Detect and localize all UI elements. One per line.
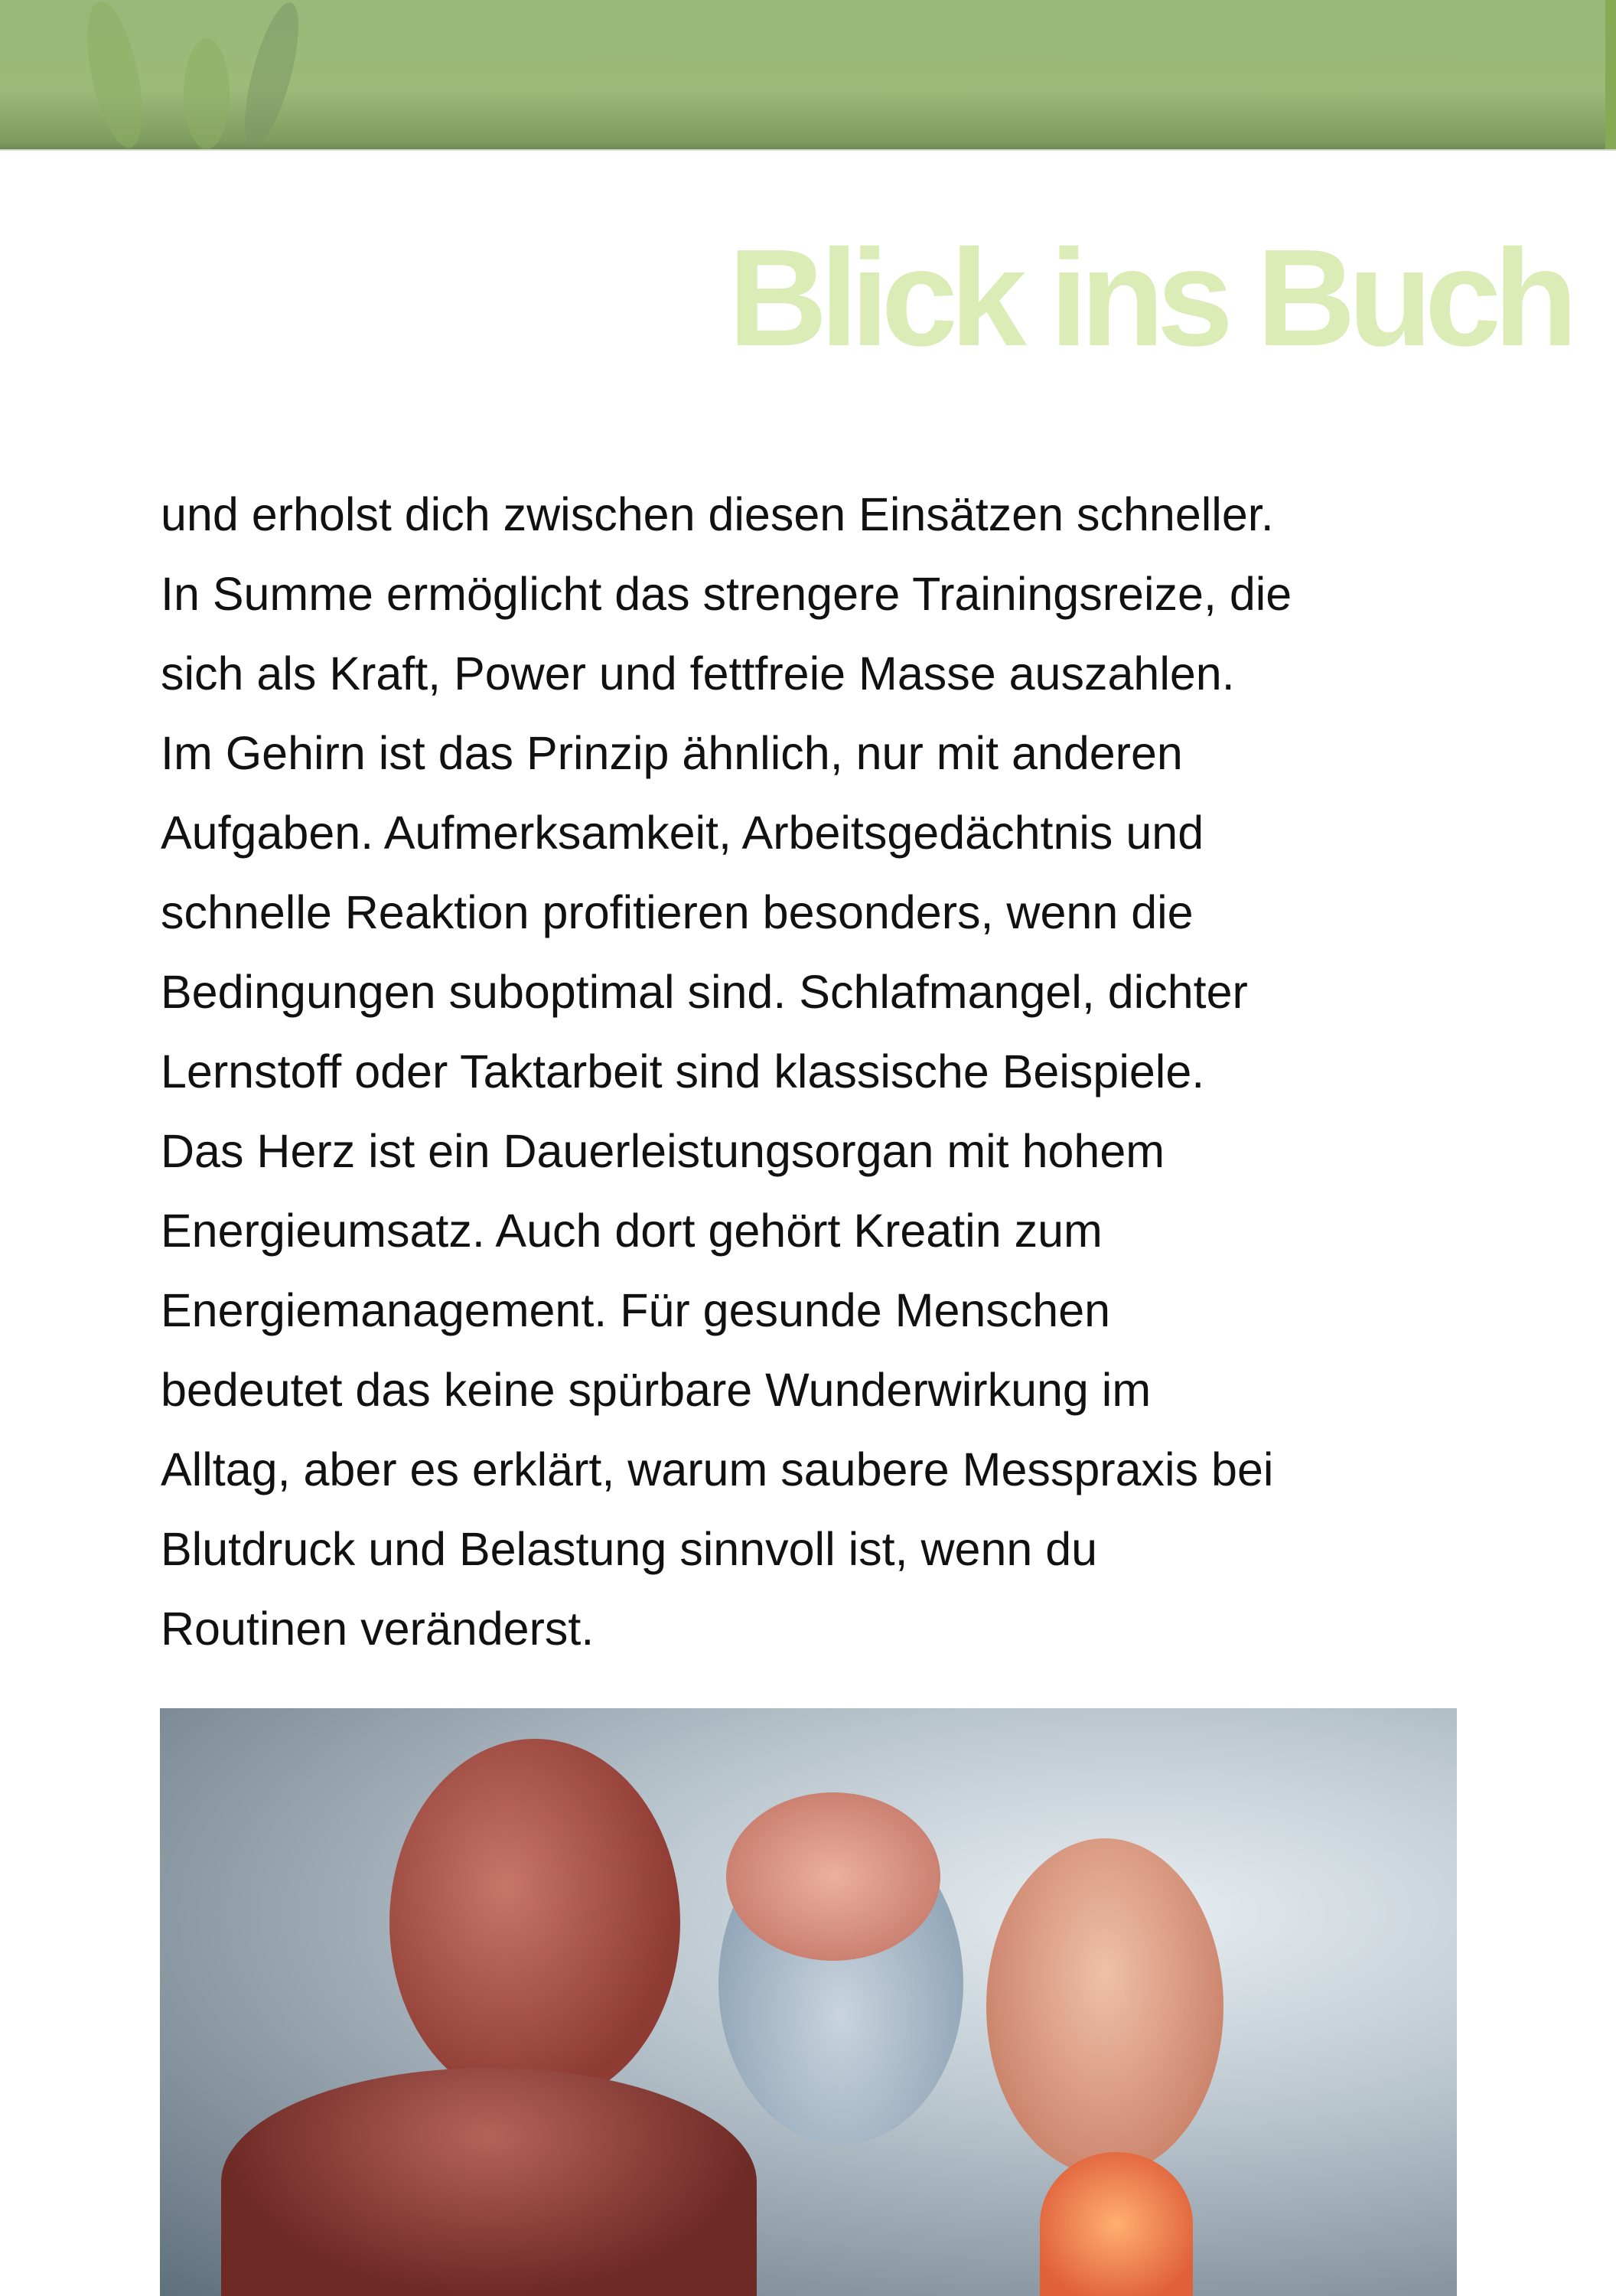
header-divider bbox=[0, 149, 1616, 151]
text-line: Routinen veränderst. bbox=[161, 1603, 595, 1655]
brain-figure bbox=[726, 1792, 940, 1961]
page-title: Blick ins Buch bbox=[728, 221, 1570, 375]
body-paragraph bbox=[161, 475, 1461, 1668]
text-line: bedeutet das keine spürbare Wunderwirkung im bbox=[161, 1364, 1152, 1416]
banner-decoration bbox=[77, 0, 152, 152]
heart-figure bbox=[1040, 2152, 1193, 2296]
muscle-head-figure bbox=[389, 1739, 680, 2106]
muscle-torso-figure bbox=[221, 2068, 757, 2296]
text-line: schnelle Reaktion profitieren besonders, wenn die bbox=[161, 886, 1194, 938]
banner-edge bbox=[1605, 0, 1616, 149]
text-line: Aufgaben. Aufmerksamkeit, Arbeitsgedächtnis und bbox=[161, 807, 1204, 859]
text-line: und erholst dich zwischen diesen Einsätzen schneller. bbox=[161, 488, 1274, 540]
banner-decoration bbox=[234, 0, 310, 152]
text-line: Im Gehirn ist das Prinzip ähnlich, nur mit anderen bbox=[161, 727, 1183, 779]
text-line: Blutdruck und Belastung sinnvoll ist, wenn du bbox=[161, 1523, 1098, 1575]
header-banner bbox=[0, 0, 1616, 149]
anatomy-illustration bbox=[160, 1708, 1457, 2296]
text-line: Das Herz ist ein Dauerleistungsorgan mit hohem bbox=[161, 1125, 1165, 1177]
heart-head-figure bbox=[986, 1838, 1223, 2175]
text-line: Alltag, aber es erklärt, warum saubere Messpraxis bei bbox=[161, 1443, 1274, 1495]
text-line: Energieumsatz. Auch dort gehört Kreatin zum bbox=[161, 1205, 1103, 1257]
banner-decoration bbox=[184, 38, 230, 149]
text-line: In Summe ermöglicht das strengere Trainingsreize, die bbox=[161, 568, 1292, 620]
text-line: Bedingungen suboptimal sind. Schlafmangel, dichter bbox=[161, 966, 1248, 1018]
text-line: sich als Kraft, Power und fettfreie Masse auszahlen. bbox=[161, 647, 1235, 700]
text-line: Lernstoff oder Taktarbeit sind klassische Beispiele. bbox=[161, 1045, 1205, 1097]
text-line: Energiemanagement. Für gesunde Menschen bbox=[161, 1284, 1111, 1336]
